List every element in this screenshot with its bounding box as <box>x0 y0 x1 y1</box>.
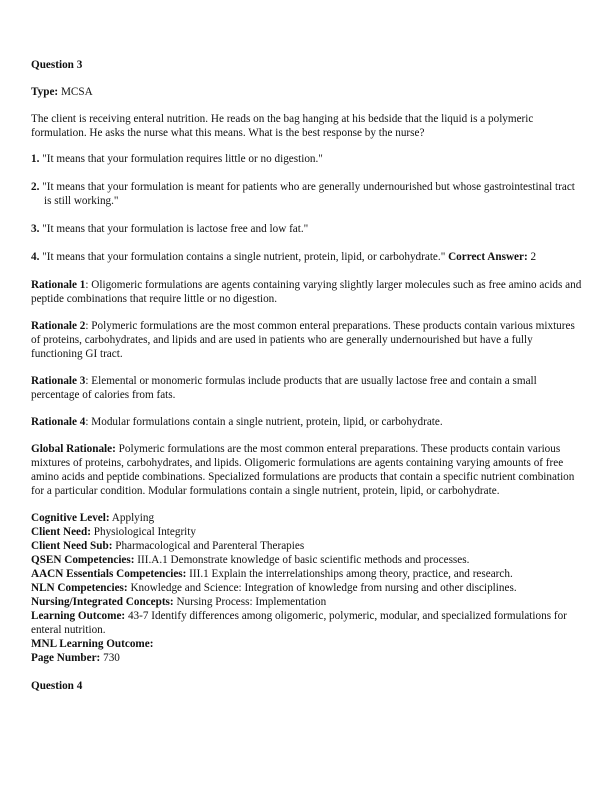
meta-label: Client Need: <box>31 526 91 538</box>
meta-mnl-learning-outcome <box>31 637 583 651</box>
option-number: 4. <box>31 251 40 263</box>
option-number: 2. <box>31 181 40 193</box>
meta-nln <box>31 581 583 595</box>
type-value: MCSA <box>60 86 93 98</box>
option-text: "It means that your formulation contains a single nutrient, protein, lipid, or carbohydrate." <box>42 251 446 263</box>
rationale-4 <box>31 415 583 429</box>
option-2 <box>31 180 583 208</box>
option-3 <box>31 222 583 236</box>
rationale-label: Rationale 2 <box>31 320 86 332</box>
meta-value: Applying <box>111 512 155 524</box>
rationale-text: : Polymeric formulations are the most common enteral preparations. These products contain various mixtures of proteins, carbohydrates, and lipids and are used in patients who are generally undernourished but have a fully functioning GI tract. <box>31 320 575 360</box>
option-text: "It means that your formulation is meant for patients who are generally undernourished but whose gastrointestinal tract is still working." <box>42 181 575 207</box>
document-page <box>31 58 583 693</box>
meta-qsen <box>31 553 583 567</box>
rationale-label: Rationale 4 <box>31 416 86 428</box>
meta-label: Nursing/Integrated Concepts: <box>31 596 174 608</box>
rationale-label: Rationale 1 <box>31 279 86 291</box>
rationale-text: : Oligomeric formulations are agents containing varying slightly larger molecules such as free amino acids and peptide combinations that require little or no digestion. <box>31 279 582 305</box>
meta-value: Nursing Process: Implementation <box>176 596 327 608</box>
meta-client-need-sub <box>31 539 583 553</box>
meta-aacn <box>31 567 583 581</box>
rationale-1 <box>31 278 583 306</box>
question-stem: The client is receiving enteral nutrition. He reads on the bag hanging at his bedside that the liquid is a polymeric formulation. He asks the nurse what this means. What is the best response by the nurse? <box>31 113 534 139</box>
question-type <box>31 85 583 99</box>
correct-answer-value: 2 <box>530 251 537 263</box>
meta-cognitive-level <box>31 511 583 525</box>
option-number: 1. <box>31 153 40 165</box>
question-title: Question 3 <box>31 59 83 71</box>
global-rationale <box>31 442 583 498</box>
meta-page-number <box>31 651 583 665</box>
rationale-3 <box>31 374 583 402</box>
option-1 <box>31 152 583 166</box>
option-number: 3. <box>31 223 40 235</box>
meta-label: MNL Learning Outcome: <box>31 638 154 650</box>
meta-label: Page Number: <box>31 652 101 664</box>
meta-label: Learning Outcome: <box>31 610 126 622</box>
meta-value: 43-7 Identify differences among oligomeric, polymeric, modular, and specialized formulations for enteral nutrition. <box>31 610 567 636</box>
meta-value: 730 <box>103 652 120 664</box>
global-rationale-text: Polymeric formulations are the most common enteral preparations. These products contain various mixtures of proteins, carbohydrates, and lipids. Oligomeric formulations are agents containing varying amounts of free amino acids and peptide combinations. Specialized formulations are products that contain a specific nutrient combination for a particular condition. Modular formulations contain a single nutrient, protein, lipid, or carbohydrate. <box>31 443 575 497</box>
meta-value: III.A.1 Demonstrate knowledge of basic scientific methods and processes. <box>137 554 470 566</box>
rationale-2 <box>31 319 583 361</box>
meta-label: NLN Competencies: <box>31 582 128 594</box>
meta-client-need <box>31 525 583 539</box>
rationale-text: : Elemental or monomeric formulas include products that are usually lactose free and contain a small percentage of calories from fats. <box>31 375 537 401</box>
meta-value: Physiological Integrity <box>93 526 196 538</box>
meta-label: AACN Essentials Competencies: <box>31 568 187 580</box>
rationale-label: Rationale 3 <box>31 375 86 387</box>
question-metadata <box>31 511 583 665</box>
meta-value: Pharmacological and Parenteral Therapies <box>115 540 305 552</box>
option-text: "It means that your formulation requires little or no digestion." <box>42 153 323 165</box>
correct-answer-label: Correct Answer: <box>448 251 528 263</box>
type-label: Type: <box>31 86 59 98</box>
meta-nursing-concepts <box>31 595 583 609</box>
next-question-title: Question 4 <box>31 680 83 692</box>
global-rationale-label: Global Rationale: <box>31 443 116 455</box>
rationale-text: : Modular formulations contain a single nutrient, protein, lipid, or carbohydrate. <box>85 416 443 428</box>
option-text: "It means that your formulation is lactose free and low fat." <box>42 223 309 235</box>
meta-learning-outcome <box>31 609 583 637</box>
meta-label: Cognitive Level: <box>31 512 110 524</box>
meta-label: QSEN Competencies: <box>31 554 135 566</box>
meta-label: Client Need Sub: <box>31 540 113 552</box>
option-4 <box>31 250 583 264</box>
meta-value: Knowledge and Science: Integration of knowledge from nursing and other disciplines. <box>130 582 517 594</box>
meta-value: III.1 Explain the interrelationships among theory, practice, and research. <box>189 568 513 580</box>
